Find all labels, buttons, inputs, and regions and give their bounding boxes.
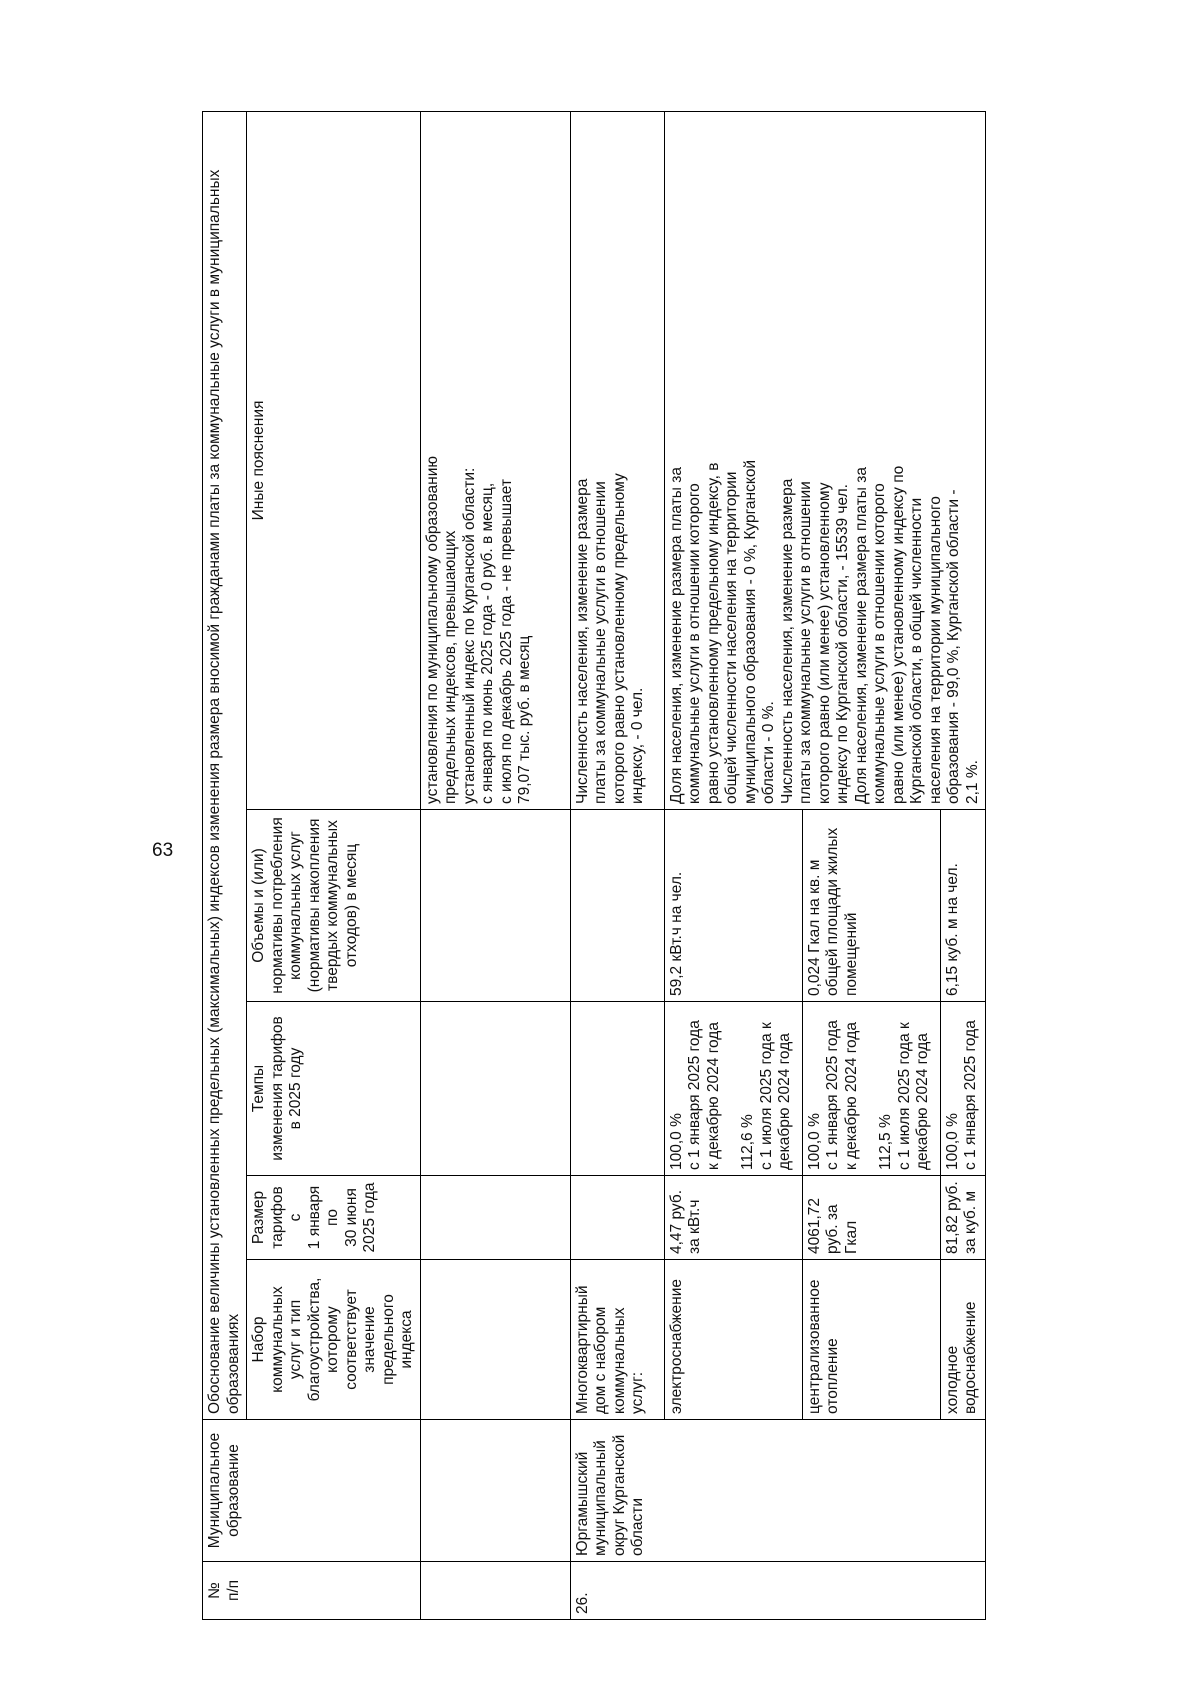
header-row-2	[247, 111, 421, 1619]
cell-empty	[420, 1562, 570, 1620]
header-notes: Иные пояснения	[247, 111, 421, 809]
header-municipality: Муниципальное образование	[203, 1420, 421, 1562]
cell-electric-rate	[664, 1002, 802, 1176]
cell-empty	[420, 810, 570, 1002]
cell-heating-name: централизованное отопление	[802, 1260, 940, 1420]
rate-2-pct: 112,5 %	[877, 1114, 895, 1170]
header-rate: Темпы изменения тарифов в 2025 году	[247, 1002, 421, 1176]
rotated-table-page	[202, 112, 1142, 1620]
rate-1-text: с 1 января 2025 года	[962, 1020, 980, 1170]
cell-heating-tariff: 4061,72 руб. за Гкал	[802, 1176, 940, 1260]
cell-municipality: Юргамышский муниципальный округ Курганской области	[570, 1420, 986, 1562]
cell-heating-volume: 0,024 Гкал на кв. м общей площади жилых помещений	[802, 810, 940, 1002]
table-row-26-house	[570, 111, 664, 1619]
cell-notes-population: Численность населения, изменение размера платы за коммунальные услуги в отношении которого равно установленному предельному индексу, - 0 чел.	[570, 111, 664, 809]
cell-empty	[570, 1176, 664, 1260]
rate-1-pct: 100,0 %	[667, 1113, 685, 1170]
cell-house-type: Многоквартирный дом с набором коммунальных услуг:	[570, 1260, 664, 1420]
cell-heating-rate	[802, 1002, 940, 1176]
rate-1-pct: 100,0 %	[805, 1113, 823, 1170]
rate-1-text: с 1 января 2025 года к декабрю 2024 года	[686, 1020, 722, 1170]
header-services: Набор коммунальных услуг и тип благоустройства, которому соответствует значение предельного индекса	[247, 1260, 421, 1420]
cell-electric-name: электроснабжение	[664, 1260, 802, 1420]
cell-empty	[420, 1176, 570, 1260]
rate-1-pct: 100,0 %	[943, 1113, 961, 1170]
cell-carry-over-notes: установления по муниципальному образованию предельных индексов, превышающих установленный индекс по Курганской области: с января по июнь 2025 года - 0 руб. в месяц, с июля по декабрь 2025 года - не превышает 79,07 тыс. руб. в месяц	[420, 111, 570, 809]
cell-electric-volume: 59,2 кВт.ч на чел.	[664, 810, 802, 1002]
cell-row-number: 26.	[570, 1562, 986, 1620]
cell-water-name: холодное водоснабжение	[940, 1260, 985, 1420]
cell-empty	[570, 1002, 664, 1176]
rate-2-text: с 1 июля 2025 года к декабрю 2024 года	[757, 1022, 793, 1170]
cell-water-rate	[940, 1002, 985, 1176]
page-number: 63	[152, 840, 174, 861]
header-tariff: Размер тарифов с 1 января по 30 июня 2025 года	[247, 1176, 421, 1260]
header-num: № п/п	[203, 1562, 421, 1620]
cell-water-tariff: 81,82 руб. за куб. м	[940, 1176, 985, 1260]
rate-1-text: с 1 января 2025 года к декабрю 2024 года	[824, 1020, 860, 1170]
cell-empty	[420, 1260, 570, 1420]
table-row-electric	[664, 111, 802, 1619]
rate-2-text: с 1 июля 2025 года к декабрю 2024 года	[895, 1022, 932, 1170]
header-group-title: Обоснование величины установленных предельных (максимальных) индексов изменения размера вносимой гражданами платы за коммунальные услуги в муниципальных образованиях	[203, 111, 247, 1419]
cell-water-volume: 6,15 куб. м на чел.	[940, 810, 985, 1002]
rate-2-pct: 112,6 %	[739, 1114, 756, 1170]
cell-electric-tariff: 4,47 руб. за кВт.ч	[664, 1176, 802, 1260]
header-volumes: Объемы и (или) нормативы потребления коммунальных услуг (нормативы накопления твердых коммунальных отходов) в месяц	[247, 810, 421, 1002]
table-row-carry-over	[420, 111, 570, 1619]
cell-empty	[420, 1420, 570, 1562]
cell-empty	[420, 1002, 570, 1176]
header-row-1	[203, 111, 247, 1619]
cell-notes-share: Доля населения, изменение размера платы за коммунальные услуги в отношении которого равно установленному предельному индексу, в общей численности населения на территории муниципального образования - 0 %, Курганской области - 0 %. Численность населения, изменение размера платы за коммунальные услуги в отношении которого равно (или менее) установленному индексу по Курганской области, - 15539 чел. Доля населения, изменение размера платы за коммунальные услуги в отношении которого равно (или менее) установленному индексу по Курганской области, в общей численности населения на территории муниципального образования - 99,0 %, Курганской области - 2,1 %.	[664, 111, 986, 809]
cell-empty	[570, 810, 664, 1002]
tariff-index-table	[202, 111, 986, 1620]
